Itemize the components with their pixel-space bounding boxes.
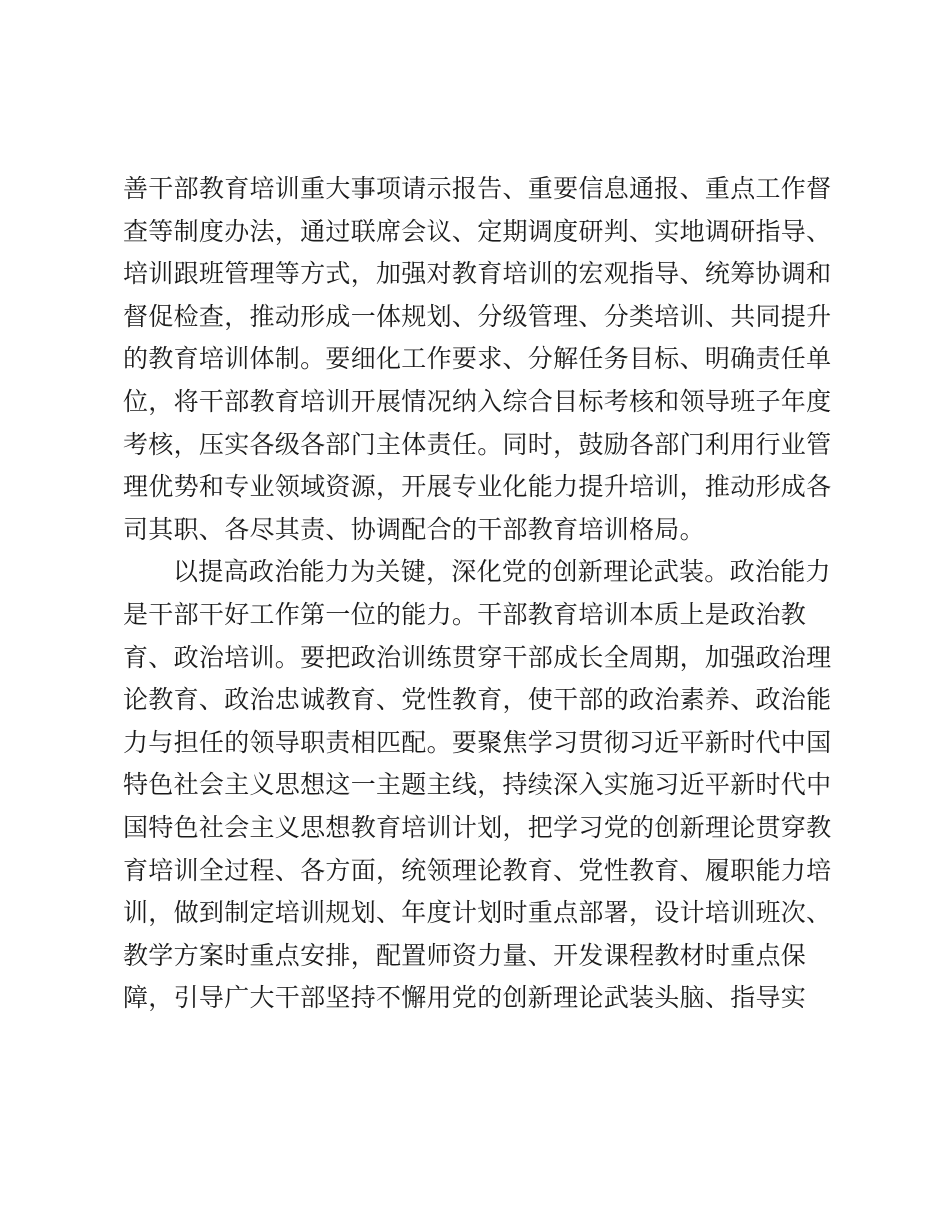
- text-line: 位，将干部教育培训开展情况纳入综合目标考核和领导班子年度: [123, 386, 832, 416]
- text-line: 教学方案时重点安排，配置师资力量、开发课程教材时重点保: [123, 940, 807, 970]
- text-line: 育培训全过程、各方面，统领理论教育、党性教育、履职能力培: [123, 855, 832, 885]
- text-line: 障，引导广大干部坚持不懈用党的创新理论武装头脑、指导实: [123, 983, 807, 1013]
- paragraph-2: [123, 551, 835, 1020]
- text-line: 国特色社会主义思想教育培训计划，把学习党的创新理论贯穿教: [123, 812, 832, 842]
- text-line: 的教育培训体制。要细化工作要求、分解任务目标、明确责任单: [123, 344, 832, 374]
- text-line: 考核，压实各级各部门主体责任。同时，鼓励各部门利用行业管: [123, 429, 832, 459]
- text-line: 力与担任的领导职责相匹配。要聚焦学习贯彻习近平新时代中国: [123, 727, 832, 757]
- text-line: 培训跟班管理等方式，加强对教育培训的宏观指导、统筹协调和: [123, 259, 832, 289]
- text-line: 司其职、各尽其责、协调配合的干部教育培训格局。: [123, 514, 705, 544]
- text-line: 督促检查，推动形成一体规划、分级管理、分类培训、共同提升: [123, 301, 832, 331]
- text-line: 理优势和专业领域资源，开展专业化能力提升培训，推动形成各: [123, 472, 832, 502]
- text-line: 是干部干好工作第一位的能力。干部教育培训本质上是政治教: [123, 599, 807, 629]
- text-line: 特色社会主义思想这一主题主线，持续深入实施习近平新时代中: [123, 770, 832, 800]
- text-line: 论教育、政治忠诚教育、党性教育，使干部的政治素养、政治能: [123, 685, 832, 715]
- text-line: 善干部教育培训重大事项请示报告、重要信息通报、重点工作督: [123, 174, 832, 203]
- text-line: 训，做到制定培训规划、年度计划时重点部署，设计培训班次、: [123, 898, 832, 928]
- document-body: [123, 168, 835, 1020]
- text-line: 以提高政治能力为关键，深化党的创新理论武装。政治能力: [173, 557, 831, 587]
- paragraph-1: [123, 168, 835, 551]
- text-line: 育、政治培训。要把政治训练贯穿干部成长全周期，加强政治理: [123, 642, 832, 672]
- text-line: 查等制度办法，通过联席会议、定期调度研判、实地调研指导、: [123, 216, 832, 246]
